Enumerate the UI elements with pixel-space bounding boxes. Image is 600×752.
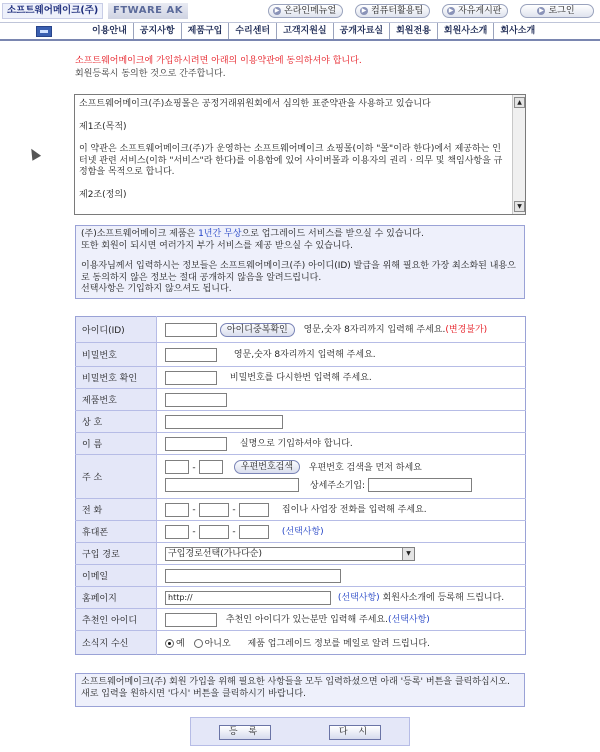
referrer-label: 추천인 아이디 (76, 609, 157, 631)
product-number-label: 제품번호 (76, 389, 157, 411)
homepage-label: 홈페이지 (76, 587, 157, 609)
zip-first-input[interactable] (165, 460, 189, 474)
terms-textarea[interactable] (74, 94, 526, 215)
terms-notice (75, 55, 545, 81)
mobile-last-input[interactable] (239, 525, 269, 539)
computer-tips-link[interactable]: ▶ 컴퓨터활용팁 (355, 4, 430, 18)
address-input[interactable] (165, 478, 299, 492)
address-detail-label: 상세주소기입: (309, 480, 366, 491)
form-row-company (76, 411, 526, 433)
zip-help: 우편번호 검색을 먼저 하세요 (308, 462, 422, 473)
terms-notice-line1: 소프트웨어메이크에 가입하시려면 아래의 이용약관에 동의하셔야 합니다. (75, 56, 362, 66)
terms-intro: 소프트웨어메이크(주)쇼핑몰은 공정거래위원회에서 심의한 표준약관을 사용하고 있습니다 (79, 99, 431, 109)
mobile-prefix-input[interactable] (165, 525, 189, 539)
referrer-help: 추천인 아이디가 있는분만 입력해 주세요. (225, 615, 388, 626)
register-button[interactable]: 등 록 (219, 725, 271, 740)
form-row-password (76, 343, 526, 367)
info-line3: 이용자님께서 입력하시는 정보들은 소프트웨어메이크(주) 아이디(ID) 발급을 위해 필요한 가장 최소화된 내용으로 동의하지 않은 정보는 절대 공개하지 않음을 알려드립니다. (81, 261, 516, 283)
name-input[interactable] (165, 437, 227, 451)
id-check-button[interactable]: 아이디중복확인 (220, 323, 295, 337)
referrer-input[interactable] (165, 613, 217, 627)
home-icon[interactable] (36, 26, 52, 37)
terms-article2-title: 제2조(정의) (79, 189, 127, 200)
email-input[interactable] (165, 569, 341, 583)
nav-item-purchase[interactable]: 제품구입 (182, 23, 230, 39)
phone-last-input[interactable] (239, 503, 269, 517)
nav-item-members[interactable]: 회원전용 (390, 23, 438, 39)
company-input[interactable] (165, 415, 283, 429)
product-number-input[interactable] (165, 393, 227, 407)
zip-search-button[interactable]: 우편번호검색 (234, 460, 300, 474)
zip-second-input[interactable] (199, 460, 223, 474)
header (0, 0, 600, 22)
password-confirm-input[interactable] (165, 371, 217, 385)
id-no-change-warning: (변경불가) (445, 325, 488, 336)
form-row-name (76, 433, 526, 455)
form-row-password-confirm (76, 367, 526, 389)
mobile-label: 휴대폰 (76, 521, 157, 543)
password-confirm-help: 비밀번호를 다시한번 입력해 주세요. (229, 373, 372, 384)
arrow-icon: ▶ (361, 7, 367, 14)
info-line2: 또한 회원이 되시면 여러가지 부가 서비스를 제공 받으실 수 있습니다. (81, 240, 354, 251)
address-label: 주 소 (76, 455, 157, 499)
nav-item-notice[interactable]: 공지사항 (134, 23, 182, 39)
brand-banner: FTWARE AK (108, 3, 188, 19)
newsletter-no-label: 아니오 (204, 639, 231, 649)
phone-label: 전 화 (76, 499, 157, 521)
signup-form (75, 316, 526, 655)
chevron-down-icon: ▼ (402, 548, 414, 560)
homepage-help: 회원사소개에 등록해 드립니다. (382, 593, 505, 604)
form-row-mobile: 휴대폰 - - (선택사항) (76, 521, 526, 543)
terms-article1-title: 제1조(목적) (79, 121, 127, 132)
newsletter-no-radio[interactable] (194, 639, 203, 648)
phone-area-input[interactable] (165, 503, 189, 517)
membership-info-box (75, 225, 525, 299)
name-label: 이 름 (76, 433, 157, 455)
newsletter-help: 제품 업그레이드 정보를 메일로 알려 드립니다. (247, 639, 430, 649)
name-help: 실명으로 기입하셔야 합니다. (239, 439, 353, 450)
mobile-optional: (선택사항) (281, 527, 324, 538)
password-input[interactable] (165, 348, 217, 362)
phone-help: 집이나 사업장 전화를 입력해 주세요. (281, 505, 427, 516)
homepage-input[interactable]: http:// (165, 591, 331, 605)
password-help: 영문,숫자 8자리까지 입력해 주세요. (233, 350, 376, 361)
online-manual-link[interactable]: ▶ 온라인메뉴얼 (268, 4, 343, 18)
phone-middle-input[interactable] (199, 503, 229, 517)
mouse-cursor-icon (27, 146, 41, 161)
form-row-purchase (76, 543, 526, 565)
nav-item-member-companies[interactable]: 회원사소개 (438, 23, 494, 39)
newsletter-yes-label: 예 (176, 639, 185, 649)
info-line1: (주)소프트웨어메이크 제품은 1년간 무상으로 업그레이드 서비스를 받으실 수 있습니다. (81, 229, 424, 239)
scroll-down-icon[interactable]: ▼ (514, 201, 525, 212)
mobile-middle-input[interactable] (199, 525, 229, 539)
form-row-id (76, 317, 526, 343)
terms-notice-line2: 회원등록시 동의한 것으로 간주합니다. (75, 69, 226, 79)
nav-item-repair[interactable]: 수리센터 (229, 23, 277, 39)
nav-item-downloads[interactable]: 공개자료실 (334, 23, 390, 39)
id-help: 영문,숫자 8자리까지 입력해 주세요. (303, 325, 446, 336)
password-confirm-label: 비밀번호 확인 (76, 367, 157, 389)
nav-item-guide[interactable]: 이용안내 (86, 23, 134, 39)
nav-items (86, 23, 541, 39)
free-upgrade-highlight: 1년간 무상 (198, 229, 242, 239)
form-row-phone: 전 화 - - 집이나 사업장 전화를 입력해 주세요. (76, 499, 526, 521)
address-detail-input[interactable] (368, 478, 472, 492)
newsletter-yes-radio[interactable] (165, 639, 174, 648)
form-row-newsletter (76, 631, 526, 655)
newsletter-label: 소식지 수신 (76, 631, 157, 655)
purchase-route-label: 구입 경로 (76, 543, 157, 565)
main-nav (0, 22, 600, 41)
arrow-icon: ▶ (274, 7, 280, 14)
form-row-address (76, 455, 526, 499)
scroll-up-icon[interactable]: ▲ (514, 97, 525, 108)
terms-article1-body: 이 약관은 소프트웨어메이크(주)가 운영하는 소프트웨어메이크 쇼핑몰(이하 "몰"이라 한다)에서 제공하는 인터넷 관련 서비스(이하 "서비스"라 한다)를 이용함에 있어 사이버몰과 이용자의 권리 · 의무 및 책임사항을 규정함을 목적으로 합니다. (79, 144, 503, 177)
submit-instructions: 소프트웨어메이크(주) 회원 가입을 위해 필요한 사항들을 모두 입력하셨으면 아래 '등록' 버튼을 클릭하십시오. 새로 입력을 원하시면 '다시' 버튼을 클릭하시기 바랍니다. (75, 673, 525, 707)
terms-content (79, 99, 509, 212)
purchase-route-select[interactable]: 구입경로선택(가나다순) ▼ (165, 547, 415, 561)
id-input[interactable] (165, 323, 217, 337)
email-label: 이메일 (76, 565, 157, 587)
arrow-icon: ▶ (448, 7, 454, 14)
form-row-referrer (76, 609, 526, 631)
site-logo[interactable]: 소프트웨어메이크(주) (2, 3, 103, 19)
login-link[interactable]: ▶ 로그인 (520, 4, 594, 18)
zip-dash: - (192, 462, 196, 473)
form-row-email (76, 565, 526, 587)
reset-button[interactable]: 다 시 (329, 725, 381, 740)
info-line4: 선택사항은 기입하지 않으셔도 됩니다. (81, 284, 232, 294)
free-board-link[interactable]: ▶ 자유게시판 (442, 4, 508, 18)
arrow-icon: ▶ (539, 7, 544, 14)
referrer-optional: (선택사항) (387, 615, 430, 626)
nav-item-about[interactable]: 회사소개 (500, 26, 536, 36)
password-label: 비밀번호 (76, 343, 157, 367)
homepage-optional: (선택사항) (337, 593, 380, 604)
nav-item-support[interactable]: 고객지원실 (277, 23, 333, 39)
form-row-homepage (76, 587, 526, 609)
form-actions (190, 717, 410, 746)
form-row-product (76, 389, 526, 411)
terms-scrollbar[interactable] (512, 95, 525, 214)
id-label: 아이디(ID) (76, 317, 157, 343)
company-label: 상 호 (76, 411, 157, 433)
